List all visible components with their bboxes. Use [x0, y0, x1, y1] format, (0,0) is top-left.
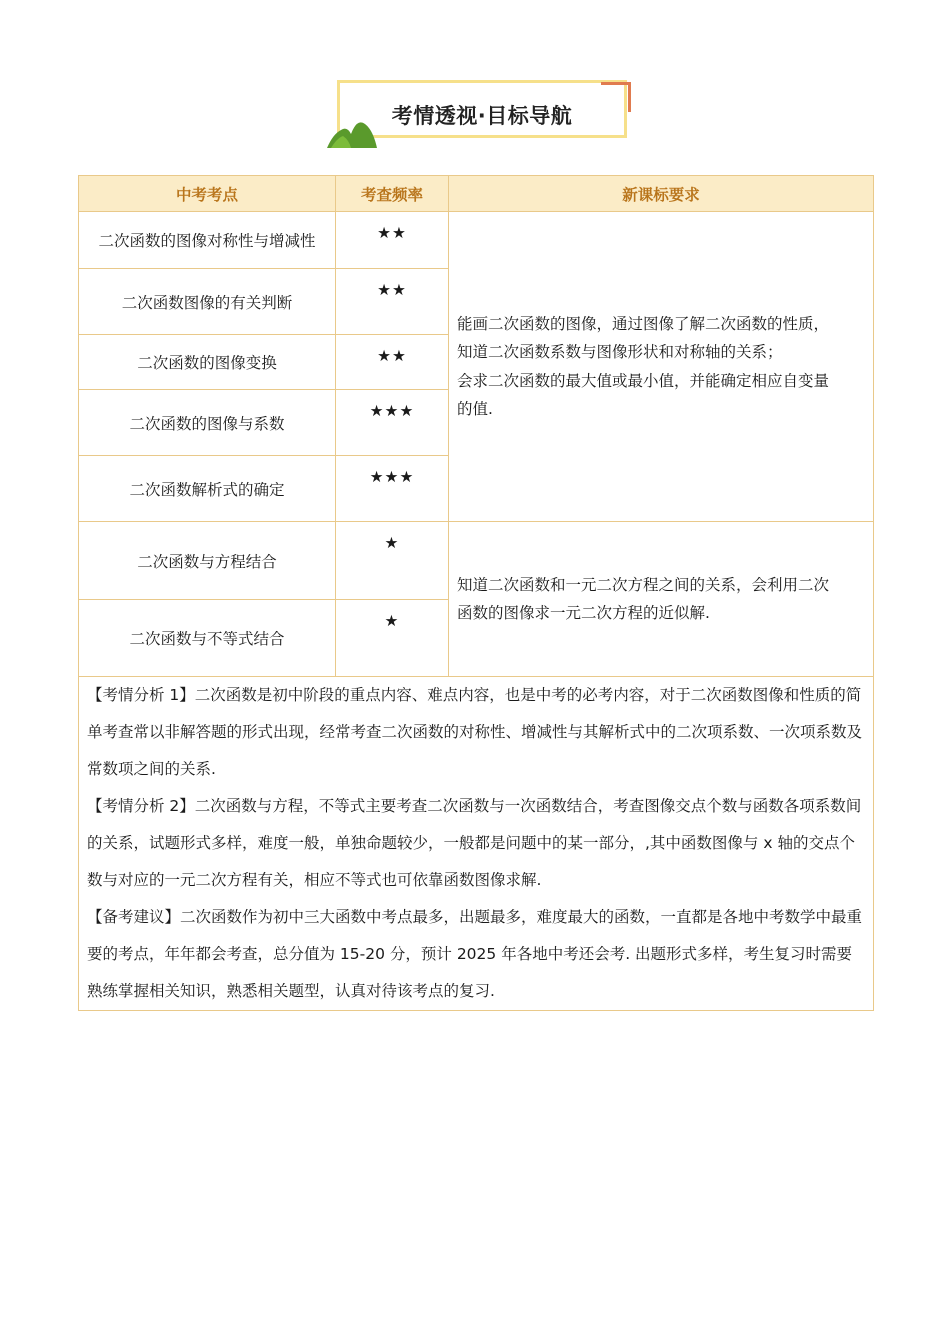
frequency-stars: ★★	[336, 335, 449, 390]
table-row	[79, 212, 874, 269]
exam-point: 二次函数的图像与系数	[79, 390, 336, 456]
frequency-stars: ★★	[336, 269, 449, 335]
analysis-text: 二次函数与方程，不等式主要考查二次函数与一次函数结合，考查图像交点个数与函数各项系数间的关系，试题形式多样，难度一般，单独命题较少，一般都是问题中的某一部分，,其中函数图像与 x 轴的交点个数与对应的一元二次方程有关，相应不等式也可依靠函数图像求解.	[87, 797, 862, 889]
exam-point: 二次函数与不等式结合	[79, 600, 336, 677]
requirement-line: 知道二次函数和一元二次方程之间的关系，会利用二次	[457, 575, 830, 594]
requirement-line: 会求二次函数的最大值或最小值，并能确定相应自变量	[457, 371, 830, 390]
analysis-paragraph	[87, 677, 865, 788]
table-row	[79, 522, 874, 600]
frequency-stars: ★	[336, 600, 449, 677]
exam-point: 二次函数图像的有关判断	[79, 269, 336, 335]
exam-point: 二次函数的图像对称性与增减性	[79, 212, 336, 269]
curriculum-requirement	[449, 212, 874, 522]
page-title: 考情透视·目标导航	[391, 104, 573, 128]
table-header-row	[79, 176, 874, 212]
column-header: 中考考点	[79, 176, 336, 212]
corner-accent	[628, 82, 631, 112]
analysis-section	[79, 677, 874, 1011]
requirement-line: 知道二次函数系数与图像形状和对称轴的关系；	[457, 343, 783, 361]
title-box	[337, 80, 627, 138]
requirement-line: 的值.	[457, 400, 493, 418]
analysis-row	[79, 677, 874, 1011]
analysis-text: 二次函数作为初中三大函数中考点最多，出题最多，难度最大的函数，一直都是各地中考数学中最重要的考点，年年都会考查，总分值为 15-20 分，预计 2025 年各地中考还会考. 出题形式多样，考生复习时需要熟练掌握相关知识，熟悉相关题型，认真对待该考点的复习.	[87, 908, 863, 1000]
frequency-stars: ★★	[336, 212, 449, 269]
frequency-stars: ★	[336, 522, 449, 600]
corner-accent-bar	[601, 82, 631, 85]
analysis-paragraph	[87, 788, 865, 899]
exam-point: 二次函数与方程结合	[79, 522, 336, 600]
frequency-stars: ★★★	[336, 390, 449, 456]
exam-point: 二次函数解析式的确定	[79, 456, 336, 522]
analysis-paragraph	[87, 899, 865, 1010]
curriculum-requirement	[449, 522, 874, 677]
column-header: 新课标要求	[449, 176, 874, 212]
exam-point-table	[78, 175, 874, 1011]
requirement-line: 能画二次函数的图像，通过图像了解二次函数的性质，	[457, 314, 830, 333]
title-banner	[327, 76, 639, 152]
exam-point: 二次函数的图像变换	[79, 335, 336, 390]
analysis-text: 二次函数是初中阶段的重点内容、难点内容，也是中考的必考内容，对于二次函数图像和性质的简单考查常以非解答题的形式出现，经常考查二次函数的对称性、增减性与其解析式中的二次项系数、一次项系数及常数项之间的关系.	[87, 686, 863, 778]
frequency-stars: ★★★	[336, 456, 449, 522]
mountain-icon	[327, 114, 377, 148]
requirement-line: 函数的图像求一元二次方程的近似解.	[457, 604, 710, 622]
column-header: 考查频率	[336, 176, 449, 212]
analysis-label: 【备考建议】	[87, 908, 181, 926]
analysis-label: 【考情分析 2】	[87, 797, 195, 815]
analysis-label: 【考情分析 1】	[87, 686, 195, 704]
